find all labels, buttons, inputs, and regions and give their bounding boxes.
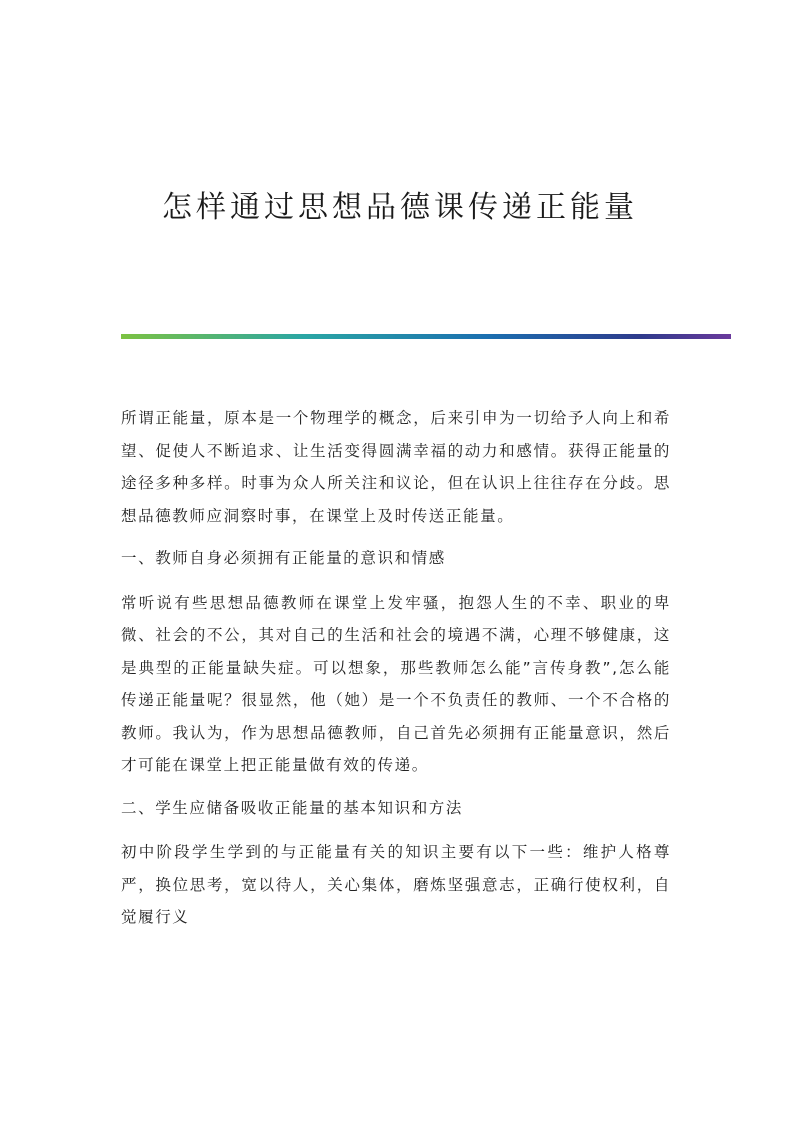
section-1-paragraph: 常听说有些思想品德教师在课堂上发牢骚，抱怨人生的不幸、职业的卑微、社会的不公，其对自己的生活和社会的境遇不满，心理不够健康，这是典型的正能量缺失症。可以想象，那些教师怎么能”言传身教”,怎么能传递正能量呢？很显然，他（她）是一个不负责任的教师、一个不合格的教师。我认为，作为思想品德教师，自己首先必须拥有正能量意识，然后才可能在课堂上把正能量做有效的传递。 (121, 593, 671, 774)
document-title: 怎样通过思想品德课传递正能量 (162, 190, 638, 225)
title-divider (121, 334, 731, 339)
intro-paragraph: 所谓正能量，原本是一个物理学的概念，后来引申为一切给予人向上和希望、促使人不断追求、让生活变得圆满幸福的动力和感情。获得正能量的途径多种多样。时事为众人所关注和议论，但在认识上往往存在分歧。思想品德教师应洞察时事，在课堂上及时传送正能量。 (121, 409, 671, 525)
section-heading-2: 二、学生应储备吸收正能量的基本知识和方法 (121, 798, 464, 817)
section-2-paragraph: 初中阶段学生学到的与正能量有关的知识主要有以下一些：维护人格尊严，换位思考，宽以待人，关心集体，磨炼坚强意志，正确行使权利，自觉履行义 (121, 843, 671, 926)
section-heading-1: 一、教师自身必须拥有正能量的意识和情感 (121, 549, 446, 567)
document-body (121, 402, 671, 944)
